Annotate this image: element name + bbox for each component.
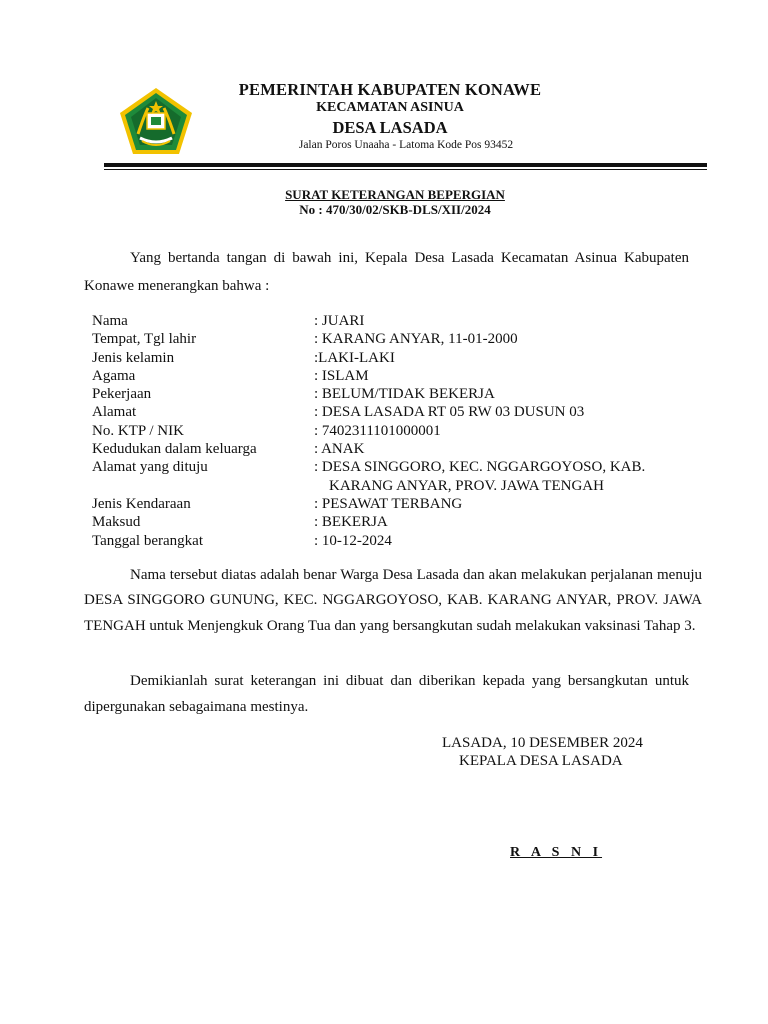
field-value: : DESA LASADA RT 05 RW 03 DUSUN 03 (314, 404, 585, 421)
field-value: : ISLAM (314, 367, 369, 384)
field-value: : DESA SINGGORO, KEC. NGGARGOYOSO, KAB. (314, 459, 646, 476)
field-value: : 7402311101000001 (314, 422, 441, 439)
field-label: No. KTP / NIK (92, 422, 184, 439)
field-label: Alamat yang dituju (92, 459, 208, 476)
signatory-name: R A S N I (510, 845, 603, 860)
field-value: : JUARI (314, 313, 365, 329)
field-label: Kedudukan dalam keluarga (92, 441, 257, 458)
field-value: : ANAK (314, 441, 365, 458)
government-name: PEMERINTAH KABUPATEN KONAWE (238, 80, 542, 99)
field-row-occupation (92, 385, 712, 403)
field-label: Jenis Kendaraan (92, 495, 191, 512)
field-row-nik (92, 422, 712, 440)
closing-paragraph: Demikianlah surat keterangan ini dibuat dan diberikan kepada yang bersangkutan untuk dipergunakan sebagaimana mestinya. (84, 673, 689, 715)
field-row-destination (92, 458, 712, 495)
field-value: : BELUM/TIDAK BEKERJA (314, 386, 495, 403)
field-value: : 10-12-2024 (314, 532, 392, 549)
letter-title: SURAT KETERANGAN BEPERGIAN (285, 187, 505, 202)
field-value: : KARANG ANYAR, 11-01-2000 (314, 331, 518, 348)
district-name: KECAMATAN ASINUA (316, 100, 464, 115)
field-label: Nama (92, 313, 128, 329)
letter-number: No : 470/30/02/SKB-DLS/XII/2024 (299, 202, 491, 217)
field-label: Jenis kelamin (92, 349, 175, 366)
letterhead-divider (104, 163, 707, 167)
field-row-name (92, 312, 712, 330)
field-row-address (92, 403, 712, 421)
field-value: :LAKI-LAKI (314, 349, 395, 366)
letterhead-divider-thin (104, 169, 707, 170)
field-row-religion (92, 367, 712, 385)
body-paragraph: Nama tersebut diatas adalah benar Warga Desa Lasada dan akan melakukan perjalanan menuju DESA SINGGORO GUNUNG, KEC. NGGARGOYOSO, KAB. KARANG ANYAR, PROV. JAWA TENGAH untuk Menjengkuk Orang Tua dan yang bersangkutan sudah melakukan vaksinasi Tahap 3. (84, 567, 702, 634)
signature-position: KEPALA DESA LASADA (459, 753, 623, 769)
field-row-departure-date (92, 532, 712, 550)
field-label: Maksud (92, 514, 141, 531)
field-label: Tempat, Tgl lahir (92, 331, 197, 348)
field-value-continued: KARANG ANYAR, PROV. JAWA TENGAH (329, 477, 604, 494)
field-label: Pekerjaan (92, 386, 152, 403)
identity-fields (92, 312, 712, 550)
village-name: DESA LASADA (332, 118, 448, 137)
field-row-purpose (92, 513, 712, 531)
field-row-gender (92, 349, 712, 367)
field-row-birth (92, 330, 712, 348)
field-value: : BEKERJA (314, 514, 388, 531)
field-row-family-status (92, 440, 712, 458)
field-value: : PESAWAT TERBANG (314, 495, 463, 512)
office-address: Jalan Poros Unaaha - Latoma Kode Pos 93452 (298, 139, 514, 151)
field-label: Alamat (92, 404, 137, 421)
field-row-vehicle (92, 495, 712, 513)
signature-place-date: LASADA, 10 DESEMBER 2024 (442, 735, 643, 751)
field-label: Tanggal berangkat (92, 532, 203, 549)
field-label: Agama (92, 367, 136, 384)
intro-paragraph: Yang bertanda tangan di bawah ini, Kepala Desa Lasada Kecamatan Asinua Kabupaten Konawe menerangkan bahwa : (84, 250, 689, 294)
